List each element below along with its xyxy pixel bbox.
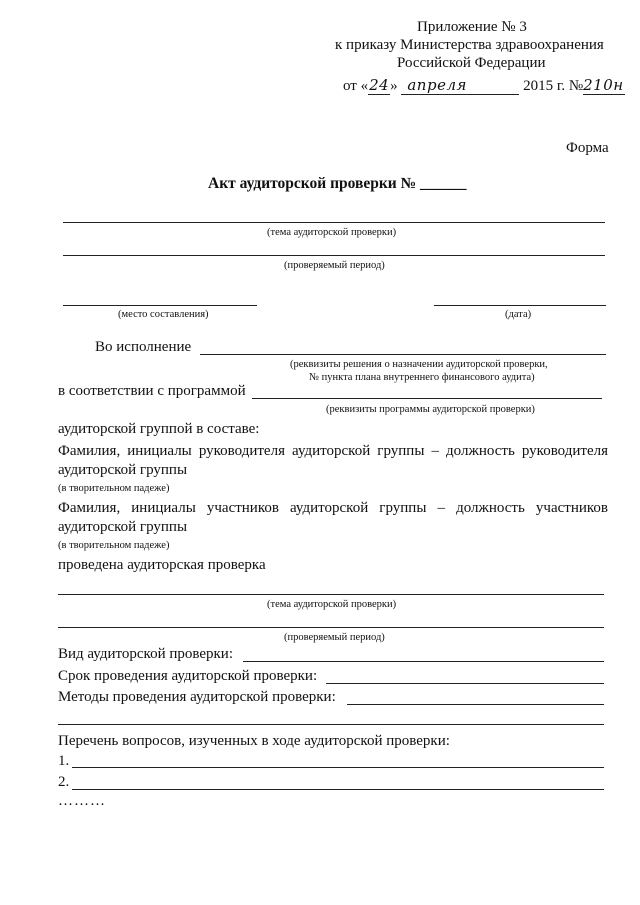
decision-caption-1: (реквизиты решения о назначении аудиторской проверки, — [290, 359, 548, 370]
questions-label: Перечень вопросов, изученных в ходе аудиторской проверки: — [58, 733, 450, 749]
audit-term-label: Срок проведения аудиторской проверки: — [58, 668, 318, 684]
date-prefix: от « — [343, 78, 369, 94]
topic-caption-1: (тема аудиторской проверки) — [267, 227, 397, 238]
date-line — [434, 305, 606, 306]
audit-term-line — [326, 683, 604, 684]
audit-type-label: Вид аудиторской проверки: — [58, 646, 234, 662]
question-item-2-num: 2. — [58, 774, 70, 790]
topic-caption-2: (тема аудиторской проверки) — [267, 599, 397, 610]
date-caption: (дата) — [505, 309, 532, 320]
order-ministry: к приказу Министерства здравоохранения — [335, 37, 604, 53]
group-label: аудиторской группой в составе: — [58, 421, 260, 437]
period-caption-2: (проверяемый период) — [284, 632, 385, 643]
execution-label: Во исполнение — [95, 339, 192, 355]
audit-conducted-label: проведена аудиторская проверка — [58, 557, 266, 573]
form-label: Форма — [566, 140, 609, 156]
members-text-2: аудиторской группы — [58, 519, 188, 535]
leader-text-2: аудиторской группы — [58, 462, 188, 478]
program-label: в соответствии с программой — [58, 383, 246, 399]
order-number: 210н — [583, 76, 624, 94]
audit-type-line — [243, 661, 604, 662]
decision-caption-2: № пункта плана внутреннего финансового аудита) — [309, 372, 535, 383]
question-item-1-num: 1. — [58, 753, 70, 769]
appendix-number: Приложение № 3 — [417, 19, 527, 35]
audit-methods-line — [347, 704, 604, 705]
period-line-2 — [58, 627, 604, 628]
program-line — [252, 398, 602, 399]
question-item-1-line — [72, 767, 604, 768]
period-line-1 — [63, 255, 605, 256]
continuation-dots: ……… — [58, 793, 106, 809]
document-title: Акт аудиторской проверки № ______ — [208, 175, 467, 192]
execution-line — [200, 354, 606, 355]
order-federation: Российской Федерации — [397, 55, 546, 71]
audit-methods-label: Методы проведения аудиторской проверки: — [58, 689, 336, 705]
topic-line-1 — [63, 222, 605, 223]
date-mid: » — [390, 78, 398, 94]
order-date-line — [343, 76, 625, 95]
question-item-2-line — [72, 789, 604, 790]
leader-text-1: Фамилия, инициалы руководителя аудиторской группы – должность руководителя — [58, 443, 608, 459]
topic-line-2 — [58, 594, 604, 595]
date-day: 24 — [369, 76, 390, 94]
place-caption: (место составления) — [118, 309, 209, 320]
audit-methods-line-2 — [58, 724, 604, 725]
date-month: апреля — [401, 76, 519, 95]
instrumental-caption-1: (в творительном падеже) — [58, 483, 170, 494]
members-text-1: Фамилия, инициалы участников аудиторской группы – должность участников — [58, 500, 608, 516]
date-year: 2015 г. № — [523, 78, 584, 94]
instrumental-caption-2: (в творительном падеже) — [58, 540, 170, 551]
program-caption: (реквизиты программы аудиторской проверки) — [326, 404, 535, 415]
period-caption-1: (проверяемый период) — [284, 260, 385, 271]
place-line — [63, 305, 257, 306]
